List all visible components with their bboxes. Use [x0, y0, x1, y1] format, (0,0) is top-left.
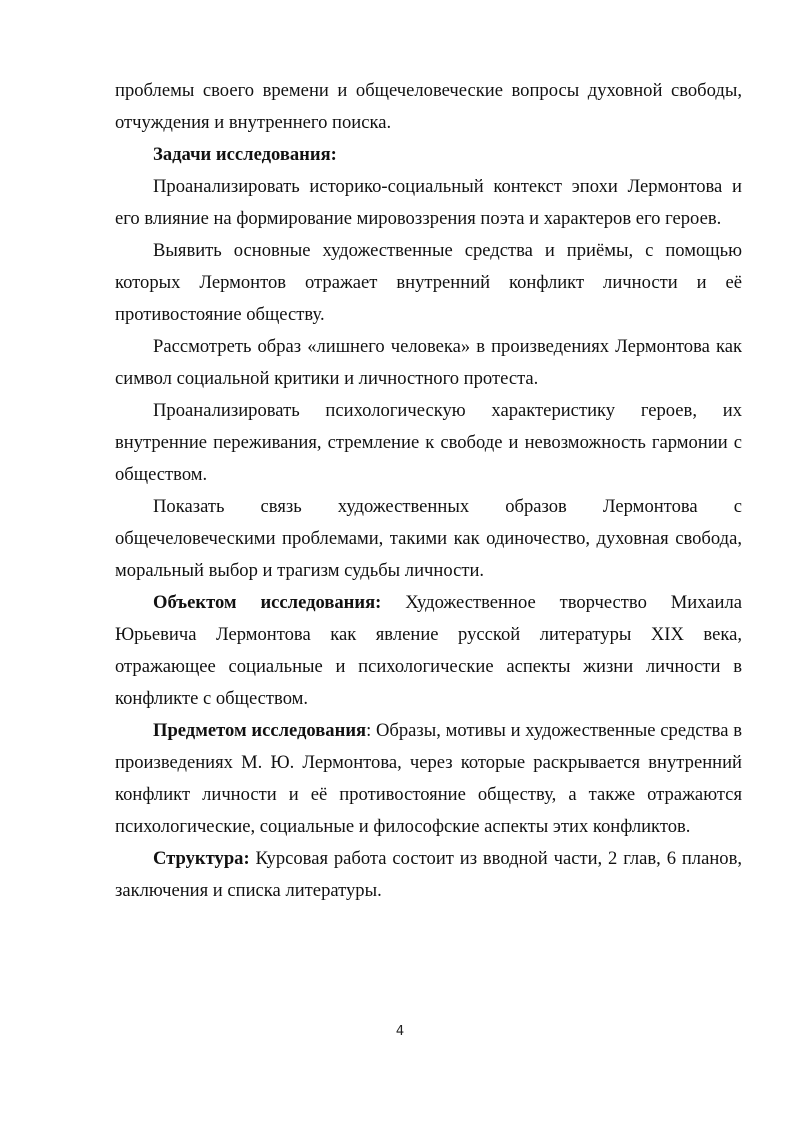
continuation-paragraph: проблемы своего времени и общечеловеческие вопросы духовной свободы, отчуждения и внутреннего поиска.	[115, 80, 742, 133]
subject-text: : Образы, мотивы и художественные средства в произведениях М. Ю. Лермонтова, через которые раскрывается внутренний конфликт личности и её противостояние обществу, а также отражаются психологические, социальные и философские аспекты этих конфликтов.	[115, 720, 742, 837]
subject-label: Предметом исследования	[153, 720, 367, 741]
object-text: Художественное творчество Михаила Юрьевича Лермонтова как явление русской литературы XIX века, отражающее социальные и психологические аспекты жизни личности в конфликте с обществом.	[115, 592, 743, 709]
structure-text: Курсовая работа состоит из вводной части, 2 глав, 6 планов, заключения и списка литературы.	[115, 848, 742, 901]
subject-paragraph	[115, 715, 742, 843]
task-paragraph: Рассмотреть образ «лишнего человека» в произведениях Лермонтова как символ социальной критики и личностного протеста.	[115, 336, 742, 389]
page-content	[115, 75, 742, 907]
task-paragraph: Показать связь художественных образов Лермонтова с общечеловеческими проблемами, такими как одиночество, духовная свобода, моральный выбор и трагизм судьбы личности.	[115, 496, 742, 581]
task-paragraph: Проанализировать психологическую характеристику героев, их внутренние переживания, стремление к свободе и невозможность гармонии с обществом.	[115, 400, 742, 485]
task-paragraph: Проанализировать историко-социальный контекст эпохи Лермонтова и его влияние на формирование мировоззрения поэта и характеров его героев.	[115, 176, 742, 229]
object-paragraph	[115, 587, 742, 715]
tasks-heading: Задачи исследования:	[153, 144, 337, 165]
object-label: Объектом исследования:	[153, 592, 382, 613]
page-number: 4	[395, 1024, 405, 1039]
structure-paragraph	[115, 843, 742, 907]
structure-label: Структура:	[153, 848, 250, 869]
task-paragraph: Выявить основные художественные средства и приёмы, с помощью которых Лермонтов отражает внутренний конфликт личности и её противостояние обществу.	[115, 240, 742, 325]
